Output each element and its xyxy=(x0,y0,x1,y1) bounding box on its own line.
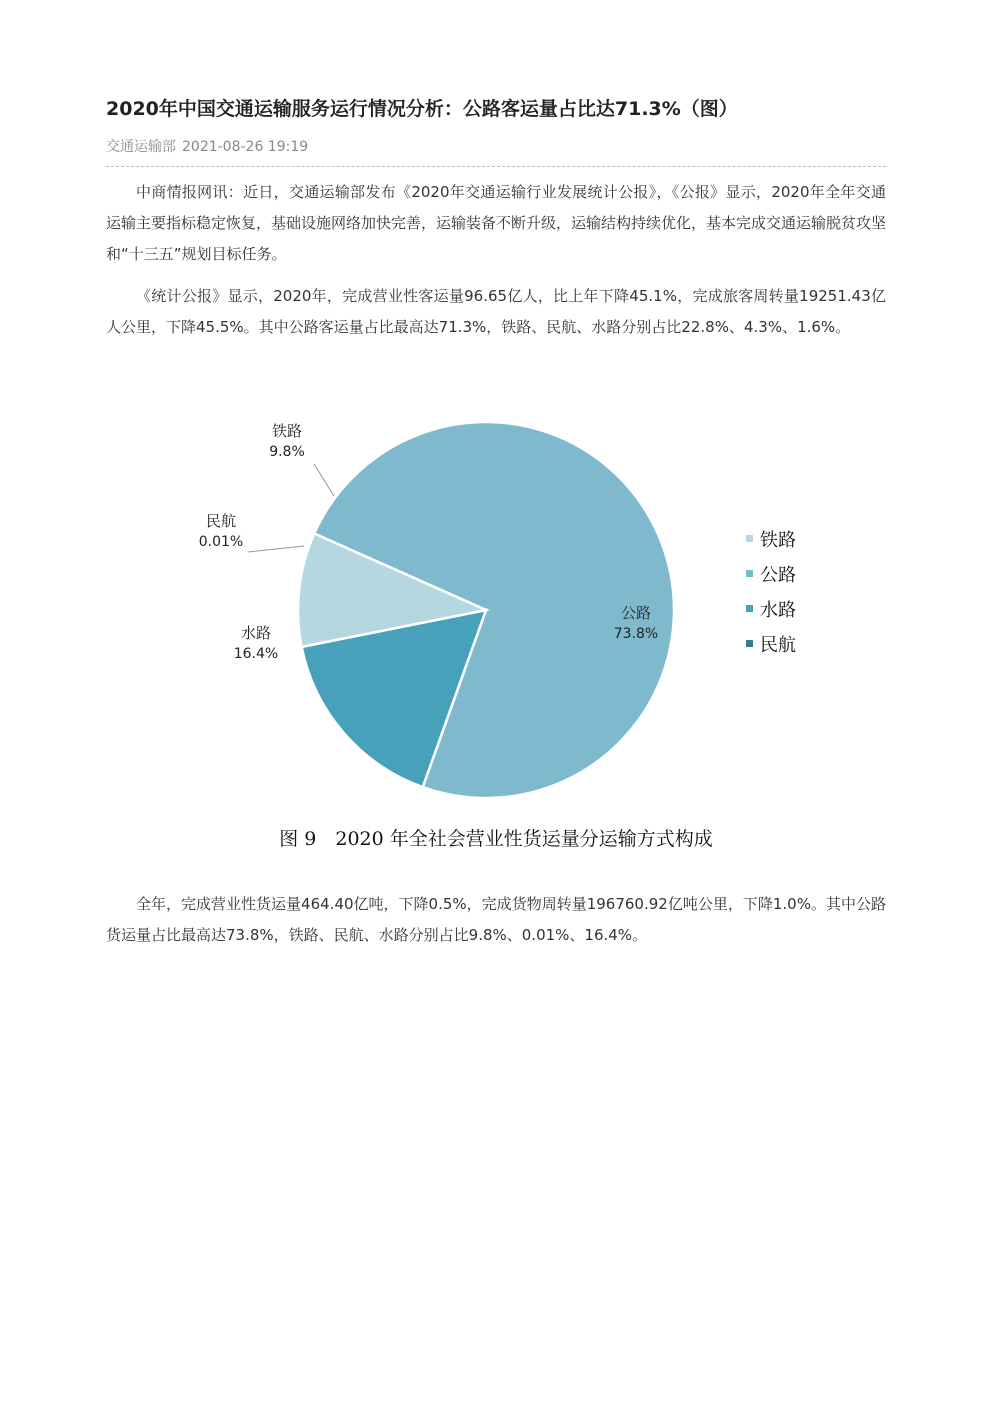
article-meta xyxy=(106,136,308,156)
figure-caption: 图 9 2020 年全社会营业性货运量分运输方式构成 xyxy=(279,828,713,850)
pie-leader-line xyxy=(314,464,334,496)
pie-label-name: 民航 xyxy=(205,512,237,530)
legend-swatch xyxy=(746,605,753,612)
divider xyxy=(106,166,886,167)
legend-label: 公路 xyxy=(760,565,796,586)
pie-chart xyxy=(0,400,992,810)
pie-leader-line xyxy=(248,546,304,552)
article-title: 2020年中国交通运输服务运行情况分析：公路客运量占比达71.3%（图） xyxy=(106,98,738,120)
legend-swatch xyxy=(746,640,753,647)
legend-label: 民航 xyxy=(760,635,796,656)
paragraph-freight: 全年，完成营业性货运量464.40亿吨，下降0.5%，完成货物周转量196760.92亿吨公里，下降1.0%。其中公路货运量占比最高达73.8%，铁路、民航、水路分别占比9.8%、0.01%、16.4%。 xyxy=(106,895,886,944)
pie-label-value: 0.01% xyxy=(198,534,244,550)
legend-swatch xyxy=(746,570,753,577)
pie-label-value: 9.8% xyxy=(269,444,305,460)
article-source[interactable]: 交通运输部 xyxy=(106,139,176,155)
article-datetime: 2021-08-26 19:19 xyxy=(182,139,309,155)
legend-label: 铁路 xyxy=(760,530,796,551)
paragraph-passenger: 《统计公报》显示，2020年，完成营业性客运量96.65亿人，比上年下降45.1%，完成旅客周转量19251.43亿人公里，下降45.5%。其中公路客运量占比最高达71.3%，铁路、民航、水路分别占比22.8%、4.3%、1.6%。 xyxy=(106,287,886,336)
paragraph-intro: 中商情报网讯：近日，交通运输部发布《2020年交通运输行业发展统计公报》，《公报》显示，2020年全年交通运输主要指标稳定恢复，基础设施网络加快完善，运输装备不断升级，运输结构持续优化，基本完成交通运输脱贫攻坚和“十三五”规划目标任务。 xyxy=(106,183,887,263)
legend-swatch xyxy=(746,535,753,542)
pie-label-value: 16.4% xyxy=(233,646,279,662)
pie-label-name: 铁路 xyxy=(271,422,303,440)
pie-label-name: 水路 xyxy=(240,624,272,642)
pie-label-value: 73.8% xyxy=(613,626,659,642)
legend-label: 水路 xyxy=(760,600,796,621)
pie-label-name: 公路 xyxy=(620,604,652,622)
